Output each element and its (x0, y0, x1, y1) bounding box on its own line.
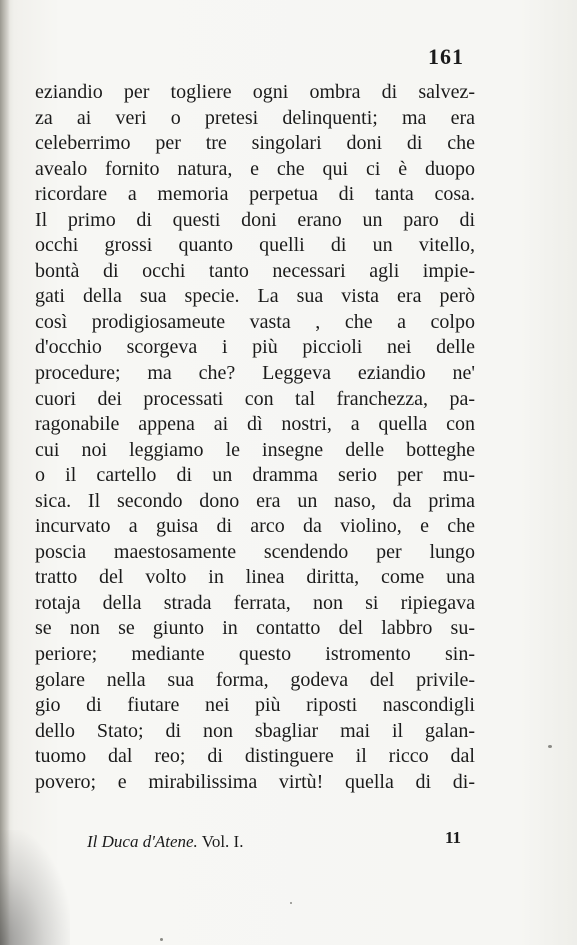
text-line: gati della sua specie. La sua vista era però (35, 285, 475, 308)
page-footer (35, 828, 475, 856)
text-line: sica. Il secondo dono era un naso, da prima (35, 489, 475, 512)
text-line: avealo fornito natura, e che qui ci è duopo (35, 157, 475, 180)
text-line: periore; mediante questo istromento sin- (35, 643, 475, 666)
running-title-volume: Vol. I. (201, 832, 244, 851)
text-line: d'occhio scorgeva i più piccioli nei delle (35, 336, 475, 359)
text-line: ragonabile appena ai dì nostri, a quella con (35, 413, 475, 436)
text-line: tratto del volto in linea diritta, come una (35, 566, 475, 589)
page-number: 161 (428, 44, 464, 69)
text-line: golare nella sua forma, godeva del privile- (35, 668, 475, 691)
text-line: se non se giunto in contatto del labbro su- (35, 617, 475, 640)
text-line: procedure; ma che? Leggeva eziandio ne' (35, 362, 475, 385)
text-line: bontà di occhi tanto necessari agli impie- (35, 259, 475, 282)
text-line: gio di fiutare nei più riposti nascondigli (35, 694, 475, 717)
binding-shadow (0, 0, 10, 945)
text-line: cui noi leggiamo le insegne delle botteghe (35, 438, 475, 461)
text-line: Il primo di questi doni erano un paro di (35, 208, 475, 231)
text-line: povero; e mirabilissima virtù! quella di di- (35, 770, 475, 793)
text-line: incurvato a guisa di arco da violino, e che (35, 515, 475, 538)
text-line: celeberrimo per tre singolari doni di che (35, 132, 475, 155)
body-text (35, 80, 475, 795)
text-line: cuori dei processati con tal franchezza, pa- (35, 387, 475, 410)
text-line: ricordare a memoria perpetua di tanta cosa. (35, 183, 475, 206)
running-title-book: Il Duca d'Atene. (87, 832, 198, 851)
text-line: za ai veri o pretesi delinquenti; ma era (35, 106, 475, 129)
text-line: eziandio per togliere ogni ombra di salvez- (35, 81, 475, 103)
text-line: tuomo dal reo; di distinguere il ricco dal (35, 745, 475, 768)
text-line: così prodigiosameute vasta , che a colpo (35, 310, 475, 333)
text-line: occhi grossi quanto quelli di un vitello, (35, 234, 475, 257)
running-title (87, 832, 243, 852)
text-line: poscia maestosamente scendendo per lungo (35, 540, 475, 563)
text-line: o il cartello di un dramma serio per mu- (35, 464, 475, 487)
text-line: dello Stato; di non sbagliar mai il galan- (35, 719, 475, 742)
text-line: rotaja della strada ferrata, non si ripiegava (35, 591, 475, 614)
signature-mark: 11 (444, 828, 461, 847)
